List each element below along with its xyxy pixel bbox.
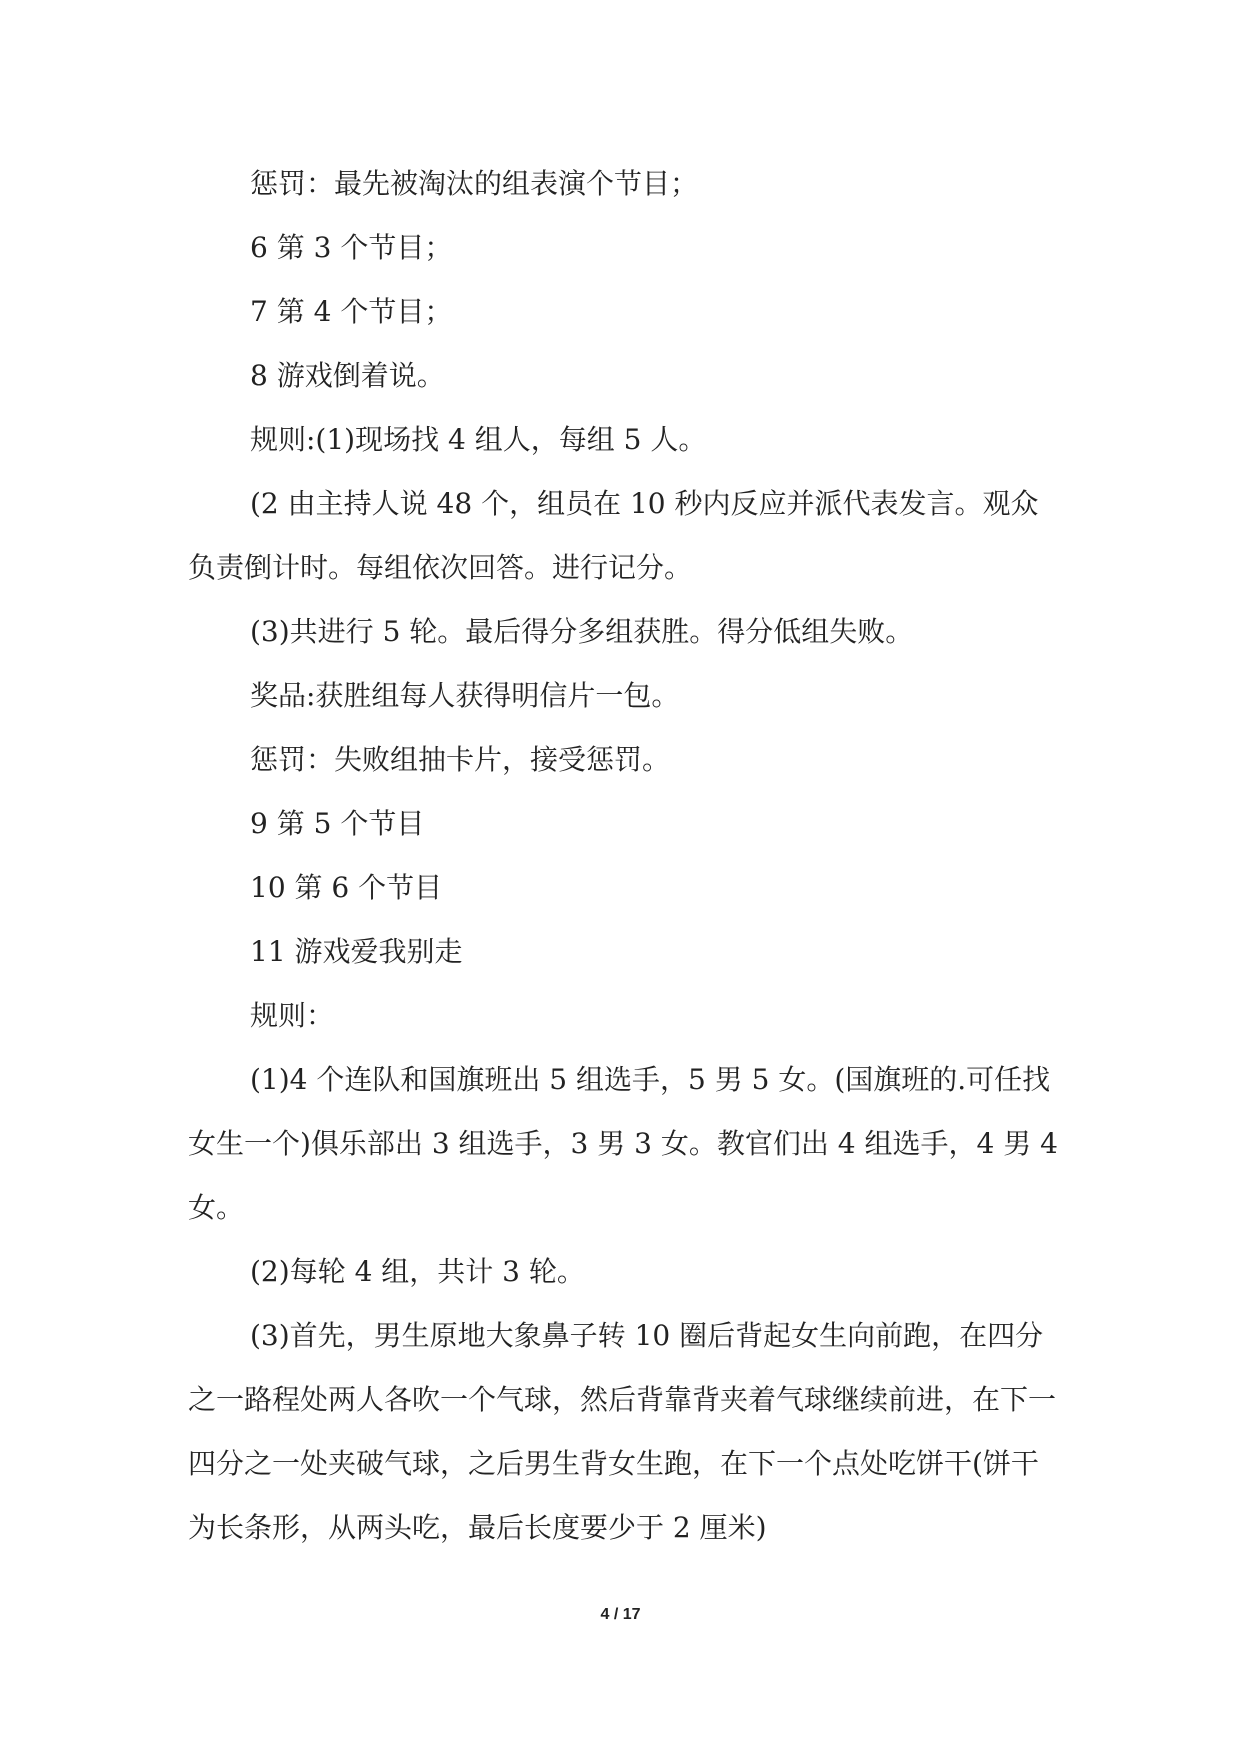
paragraph: (3)首先，男生原地大象鼻子转 10 圈后背起女生向前跑，在四分之一路程处两人各吹一个气球，然后背靠背夹着气球继续前进，在下一四分之一处夹破气球，之后男生背女生跑，在下一个点处吃饼干(饼干为长条形，从两头吃，最后长度要少于 2 厘米) [188, 1319, 1057, 1544]
paragraph: 规则： [250, 999, 335, 1032]
paragraph: 7 第 4 个节目； [250, 295, 453, 328]
paragraph: (2)每轮 4 组，共计 3 轮。 [250, 1255, 585, 1288]
paragraph: (2 由主持人说 48 个，组员在 10 秒内反应并派代表发言。观众负责倒计时。每组依次回答。进行记分。 [188, 487, 1039, 584]
document-body [188, 152, 1058, 1560]
paragraph: 11 游戏爱我别走 [250, 935, 463, 968]
paragraph: 惩罚：失败组抽卡片，接受惩罚。 [250, 743, 671, 776]
paragraph: 9 第 5 个节目 [250, 807, 425, 840]
paragraph: (1)4 个连队和国旗班出 5 组选手，5 男 5 女。(国旗班的.可任找女生一个)俱乐部出 3 组选手，3 男 3 女。教官们出 4 组选手，4 男 4 女。 [188, 1063, 1058, 1224]
paragraph: 6 第 3 个节目； [250, 231, 453, 264]
paragraph: 10 第 6 个节目 [250, 871, 443, 904]
paragraph: (3)共进行 5 轮。最后得分多组获胜。得分低组失败。 [250, 615, 914, 648]
paragraph: 奖品:获胜组每人获得明信片一包。 [250, 679, 680, 712]
paragraph: 规则:(1)现场找 4 组人，每组 5 人。 [250, 423, 707, 456]
paragraph: 8 游戏倒着说。 [250, 359, 445, 392]
page-number: 4 / 17 [600, 1606, 641, 1623]
paragraph: 惩罚：最先被淘汰的组表演个节目； [250, 167, 699, 200]
